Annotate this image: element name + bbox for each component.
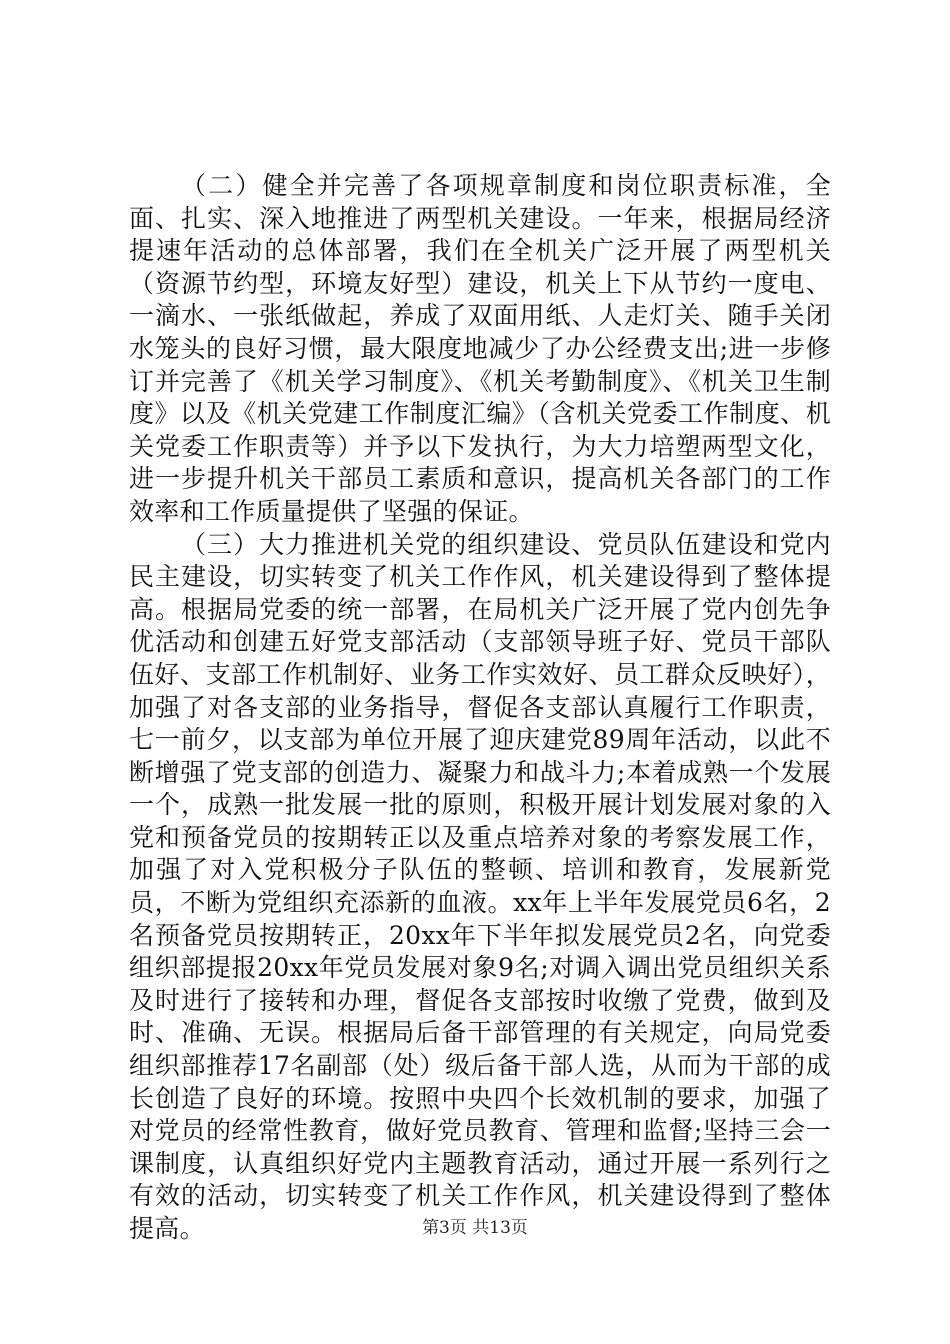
paragraph-section-two: （二）健全并完善了各项规章制度和岗位职责标准，全面、扎实、深入地推进了两型机关建设。一年来，根据局经济提速年活动的总体部署，我们在全机关广泛开展了两型机关（资源节约型，环境友好型）建设，机关上下从节约一度电、一滴水、一张纸做起，养成了双面用纸、人走灯关、随手关闭水笼头的良好习惯，最大限度地减少了办公经费支出;进一步修订并完善了《机关学习制度》、《机关考勤制度》、《机关卫生制度》以及《机关党建工作制度汇编》（含机关党委工作制度、机关党委工作职责等）并予以下发执行，为大力培塑两型文化，进一步提升机关干部员工素质和意识，提高机关各部门的工作效率和工作质量提供了坚强的保证。 (129, 171, 831, 526)
paragraph-section-three: （三）大力推进机关党的组织建设、党员队伍建设和党内民主建设，切实转变了机关工作作风，机关建设得到了整体提高。根据局党委的统一部署，在局机关广泛开展了党内创先争优活动和创建五好党支部活动（支部领导班子好、党员干部队伍好、支部工作机制好、业务工作实效好、员工群众反映好），加强了对各支部的业务指导，督促各支部认真履行工作职责，七一前夕，以支部为单位开展了迎庆建党89周年活动，以此不断增强了党支部的创造力、凝聚力和战斗力;本着成熟一个发展一个，成熟一批发展一批的原则，积极开展计划发展对象的入党和预备党员的按期转正以及重点培养对象的考察发展工作，加强了对入党积极分子队伍的整顿、培训和教育，发展新党员，不断为党组织充添新的血液。xx年上半年发展党员6名，2名预备党员按期转正，20xx年下半年拟发展党员2名，向党委组织部提报20xx年党员发展对象9名;对调入调出党员组织关系及时进行了接转和办理，督促各支部按时收缴了党费，做到及时、准确、无误。根据局后备干部管理的有关规定，向局党委组织部推荐17名副部（处）级后备干部人选，从而为干部的成长创造了良好的环境。按照中央四个长效机制的要求，加强了对党员的经常性教育，做好党员教育、管理和监督;坚持三会一课制度，认真组织好党内主题教育活动，通过开展一系列行之有效的活动，切实转变了机关工作作风，机关建设得到了整体提高。 (129, 529, 831, 1243)
document-body (129, 170, 831, 1246)
page-number-footer: 第3页 共13页 (422, 1218, 528, 1238)
